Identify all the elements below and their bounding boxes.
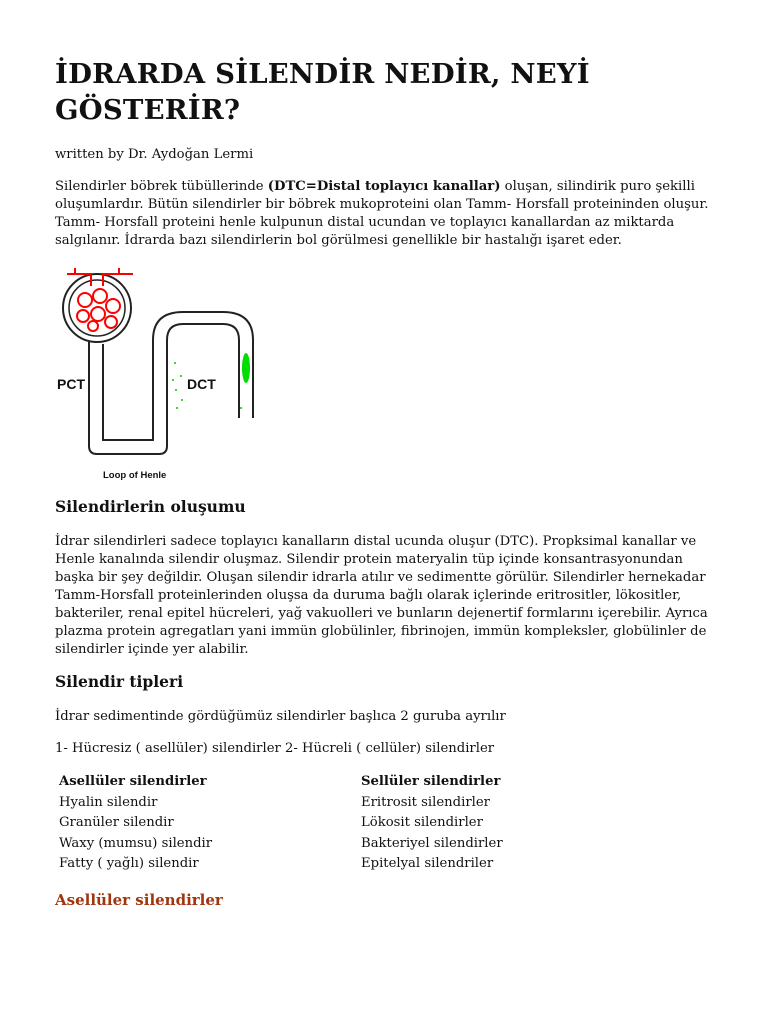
cast-shape	[242, 353, 250, 383]
label-pct: PCT	[57, 376, 85, 392]
intro-text-start: Silendirler böbrek tübüllerinde	[55, 179, 268, 194]
table-cell: Hyalin silendir	[59, 794, 158, 810]
table-header: Asellüler silendirler	[59, 774, 207, 789]
table-cell: Bakteriyel silendirler	[361, 835, 503, 851]
byline: written by Dr. Aydoğan Lermi	[55, 147, 254, 162]
table-row	[55, 815, 661, 836]
intro-bold-term: (DTC=Distal toplayıcı kanallar)	[267, 179, 501, 194]
table-cell: Lökosit silendirler	[361, 815, 483, 831]
nephron-diagram	[55, 268, 285, 488]
label-dct: DCT	[187, 376, 216, 392]
table-row	[55, 836, 661, 857]
heading-asellular: Asellüler silendirler	[55, 891, 223, 909]
tubule-outer	[89, 324, 239, 454]
intro-text-end: oluşan, silindirik puro şekilli oluşumlardır. Bütün silendirler bir böbrek mukoproteini olan Tamm- Horsfall proteininden oluşur. Tamm- Horsfall proteini henle kulpunun distal ucundan ve toplayıcı kanallardan az miktarda salgılanır. İdrarda bazı silendirlerin bol görülmesi genellikle bir hastalığı işaret eder.	[55, 179, 709, 248]
tubule-inner	[103, 312, 253, 440]
intro-paragraph	[55, 178, 720, 250]
table-cell: Granüler silendir	[59, 815, 174, 831]
label-loop-of-henle: Loop of Henle	[103, 470, 167, 481]
table-cell: Waxy (mumsu) silendir	[59, 835, 213, 851]
table-header-row	[55, 774, 661, 795]
table-cell: Epitelyal silendriler	[361, 856, 494, 872]
efferent-arteriole	[103, 268, 133, 286]
afferent-arteriole	[67, 268, 91, 286]
page-title: İDRARDA SİLENDİR NEDİR, NEYİ GÖSTERİR?	[55, 58, 590, 126]
glomerulus	[77, 289, 120, 331]
table-cell: Fatty ( yağlı) silendir	[59, 856, 199, 872]
heading-tipler: Silendir tipleri	[55, 672, 184, 691]
table-header: Sellüler silendirler	[361, 774, 501, 789]
cast-types-table	[55, 774, 661, 877]
table-row	[55, 795, 661, 816]
table-row	[55, 856, 661, 877]
olusum-paragraph: İdrar silendirleri sadece toplayıcı kanalların distal ucunda oluşur (DTC). Propksimal kanallar ve Henle kanalında silendir oluşmaz. Silendir protein materyalin tüp içinde konsantrasyonundan başka bir şey değildir. Oluşan silendir idrarla atılır ve sedimentte görülür. Silendirler hernekadar Tamm-Horsfall proteinlerinden oluşsa da duruma bağlı olarak içlerinde eritrositler, lökositler, bakteriler, renal epitel hücreleri, yağ vakuolleri ve bunların dejenertif formlarını içerebilir. Ayrıca plazma protein agregatları yani immün globülinler, fibrinojen, immün kompleksler, globülinler de silendirler içinde yer alabilir.	[55, 534, 708, 657]
table-cell: Eritrosit silendirler	[361, 794, 490, 810]
tipler-line-2: 1- Hücresiz ( asellüler) silendirler 2- Hücreli ( cellüler) silendirler	[55, 741, 495, 756]
heading-olusum: Silendirlerin oluşumu	[55, 497, 246, 516]
tipler-line-1: İdrar sedimentinde gördüğümüz silendirler başlıca 2 guruba ayrılır	[55, 709, 506, 724]
